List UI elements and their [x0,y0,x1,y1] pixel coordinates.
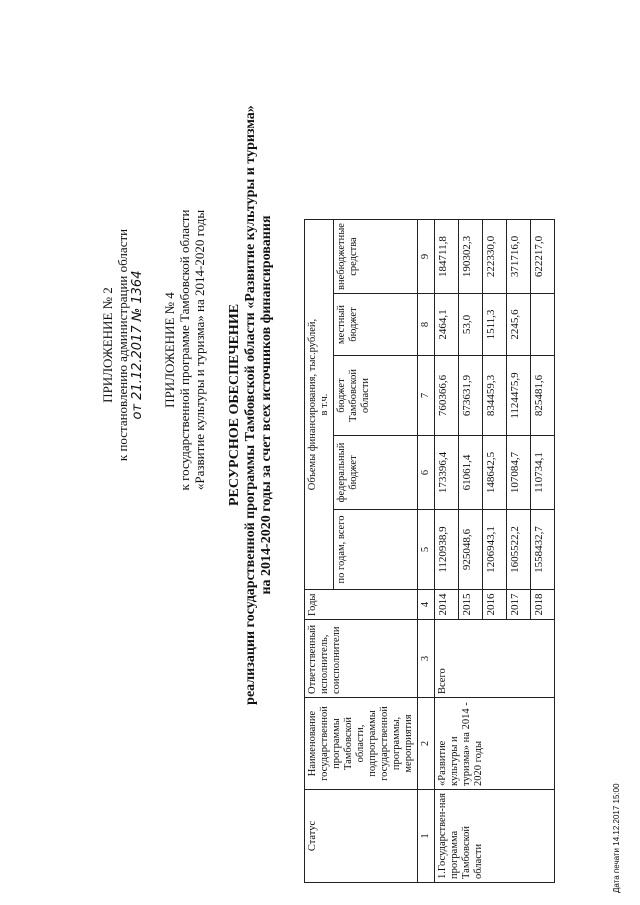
header-total: по годам, всего [334,510,418,590]
header-incl-label: в т.ч. [319,393,330,416]
year-cell: 2016 [483,590,507,620]
column-number-row [418,220,435,883]
total-cell: 925048,6 [459,510,483,590]
header-federal: федеральный бюджет [334,436,418,510]
total-cell: 1605522,2 [507,510,531,590]
executor-cell: Всего [435,620,555,698]
federal-cell: 148642,5 [483,436,507,510]
header-name: Наименование государственной программы Тамбовской области, подпрограммы государственной программы, мероприятия [305,698,418,790]
local-cell: 53,0 [459,294,483,356]
year-cell: 2014 [435,590,459,620]
regional-cell: 760366,6 [435,356,459,436]
col-num-3: 3 [418,620,435,698]
decree-label: к постановлению администрации области [115,228,130,462]
appendix2-label: ПРИЛОЖЕНИЕ № 2 [100,287,115,403]
total-cell: 1206943,1 [483,510,507,590]
extra-cell: 371716,0 [507,220,531,294]
header-extra: внебюджетные средства [334,220,418,294]
table-row [435,220,459,883]
resource-table [304,219,555,883]
col-num-5: 5 [418,510,435,590]
federal-cell: 107084,7 [507,436,531,510]
document-title [227,5,275,805]
col-num-9: 9 [418,220,435,294]
handwritten-signature: от 21.12.2017 № 1364 [130,270,145,420]
header-years: Годы [305,590,418,620]
title-line2: реализации государственной программы Тамбовской области «Развитие культуры и туризма» [243,105,258,705]
local-cell: 2464,1 [435,294,459,356]
col-num-7: 7 [418,356,435,436]
local-cell: 2245,6 [507,294,531,356]
local-cell: 1511,3 [483,294,507,356]
print-date: Дата печати 14.12.2017 15:00 [612,783,621,893]
header-executor: Ответственный исполнитель, соисполнители [305,620,418,698]
decree-header [100,20,145,670]
regional-cell: 834459,3 [483,356,507,436]
regional-cell: 673631,9 [459,356,483,436]
federal-cell: 110734,1 [531,436,555,510]
regional-cell: 1124475,9 [507,356,531,436]
extra-cell: 190302,3 [459,220,483,294]
total-cell: 1120938,9 [435,510,459,590]
total-cell: 1558432,7 [531,510,555,590]
title-line1: РЕСУРСНОЕ ОБЕСПЕЧЕНИЕ [227,303,242,507]
local-cell [531,294,555,356]
col-num-6: 6 [418,436,435,510]
program-name-cell: «Развитие культуры и туризма» на 2014 - 2020 годы [435,698,555,790]
extra-cell: 622217,0 [531,220,555,294]
header-regional: бюджет Тамбовской области [334,356,418,436]
extra-cell: 222330,0 [483,220,507,294]
header-status: Статус [305,790,418,883]
program-ref-line1: к государственной программе Тамбовской области [177,209,192,491]
title-line3: на 2014-2020 годы за счет всех источников финансирования [259,215,274,595]
col-num-4: 4 [418,590,435,620]
year-cell: 2018 [531,590,555,620]
col-num-8: 8 [418,294,435,356]
year-cell: 2015 [459,590,483,620]
header-local: местный бюджет [334,294,418,356]
appendix4-label: ПРИЛОЖЕНИЕ № 4 [162,292,177,408]
regional-cell: 825481,6 [531,356,555,436]
federal-cell: 61061,4 [459,436,483,510]
program-header [162,15,207,685]
status-cell: 1.Государствен-ная программа Тамбовской области [435,790,555,883]
header-volumes [305,220,334,590]
program-ref-line2: «Развитие культуры и туризма» на 2014-2020 годы [192,209,207,491]
year-cell: 2017 [507,590,531,620]
col-num-2: 2 [418,698,435,790]
federal-cell: 173396,4 [435,436,459,510]
header-volumes-label: Объемы финансирования, тыс.рублей, [307,318,318,491]
col-num-1: 1 [418,790,435,883]
extra-cell: 184711,8 [435,220,459,294]
